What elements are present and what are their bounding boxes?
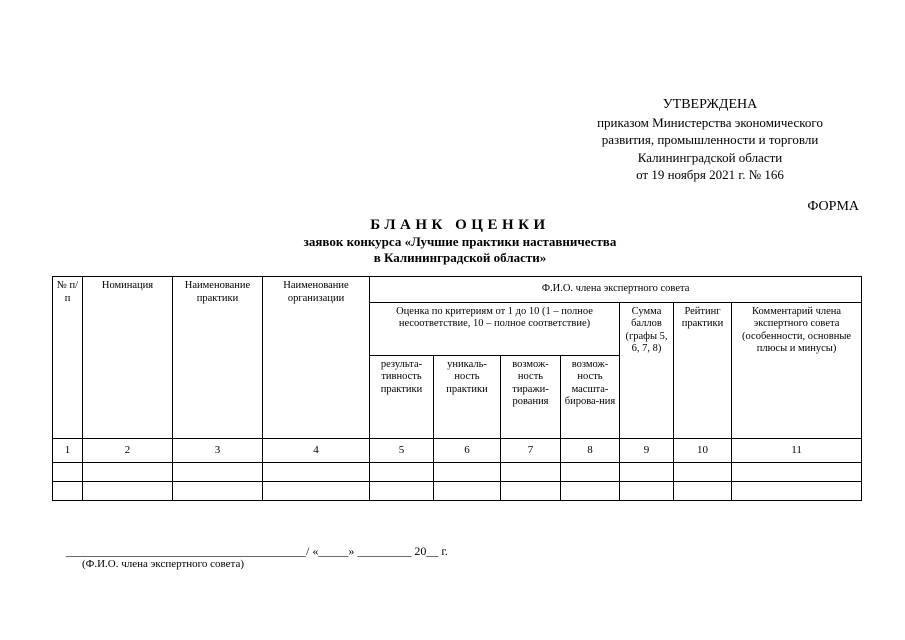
table-cell: [83, 462, 173, 481]
table-cell: [732, 481, 862, 500]
form-label: ФОРМА: [807, 199, 859, 214]
table-cell: [370, 462, 434, 481]
title-sub-2: в Калининградской области»: [373, 250, 547, 265]
col-practice-name-header: Наименование практики: [173, 277, 263, 439]
approval-line-2: приказом Министерства экономического: [597, 114, 823, 130]
table-cell: [53, 462, 83, 481]
column-number: 5: [370, 438, 434, 462]
sum-header: Сумма баллов (графы 5, 6, 7, 8): [620, 302, 674, 438]
table-cell: [674, 481, 732, 500]
rating-header: Рейтинг практики: [674, 302, 732, 438]
table-cell: [620, 462, 674, 481]
column-number: 10: [674, 438, 732, 462]
criterion-3-header: возмож-ность тиражи-рования: [501, 355, 561, 438]
expert-name-header: Ф.И.О. члена экспертного совета: [370, 277, 862, 303]
table-cell: [53, 481, 83, 500]
table-cell: [674, 462, 732, 481]
table-cell: [434, 481, 501, 500]
criterion-2-header: уникаль-ность практики: [434, 355, 501, 438]
col-num-header: № п/п: [53, 277, 83, 439]
column-number: 8: [561, 438, 620, 462]
col-org-name-header: Наименование организации: [263, 277, 370, 439]
table-cell: [434, 462, 501, 481]
col-nomination-header: Номинация: [83, 277, 173, 439]
approval-title: УТВЕРЖДЕНА: [662, 97, 758, 112]
table-cell: [370, 481, 434, 500]
approval-line-5: от 19 ноября 2021 г. № 166: [636, 167, 784, 182]
column-number: 6: [434, 438, 501, 462]
table-cell: [173, 481, 263, 500]
criterion-1-header: результа-тивность практики: [370, 355, 434, 438]
approval-stamp: [560, 96, 860, 184]
table-cell: [83, 481, 173, 500]
table-cell: [561, 481, 620, 500]
title-sub-1: заявок конкурса «Лучшие практики наставничества: [303, 234, 617, 249]
column-number: 3: [173, 438, 263, 462]
table-cell: [263, 481, 370, 500]
table-cell: [263, 462, 370, 481]
comment-header: Комментарий члена экспертного совета (особенности, основные плюсы и минусы): [732, 302, 862, 438]
column-number: 9: [620, 438, 674, 462]
approval-line-3: развития, промышленности и торговли: [601, 132, 819, 147]
column-number-row: [53, 438, 862, 462]
table-cell: [173, 462, 263, 481]
column-number: 2: [83, 438, 173, 462]
table-cell: [732, 462, 862, 481]
table-cell: [620, 481, 674, 500]
evaluation-table: [52, 276, 862, 501]
criteria-header: Оценка по критериям от 1 до 10 (1 – полное несоответствие, 10 – полное соответствие): [370, 302, 620, 355]
approval-line-4: Калининградской области: [637, 149, 783, 165]
column-number: 4: [263, 438, 370, 462]
signature-line: ________________________________________/ «_____» _________ 20__ г.: [66, 544, 448, 558]
header-row-1: [53, 277, 862, 303]
table-row: [53, 481, 862, 500]
column-number: 7: [501, 438, 561, 462]
table-cell: [561, 462, 620, 481]
criterion-4-header: возмож-ность масшта-бирова-ния: [561, 355, 620, 438]
column-number: 1: [53, 438, 83, 462]
title-main: БЛАНК ОЦЕНКИ: [370, 217, 550, 233]
document-title: [250, 216, 670, 266]
table-row: [53, 462, 862, 481]
table-cell: [501, 481, 561, 500]
signature-caption: (Ф.И.О. члена экспертного совета): [82, 558, 245, 570]
column-number: 11: [732, 438, 862, 462]
table-cell: [501, 462, 561, 481]
